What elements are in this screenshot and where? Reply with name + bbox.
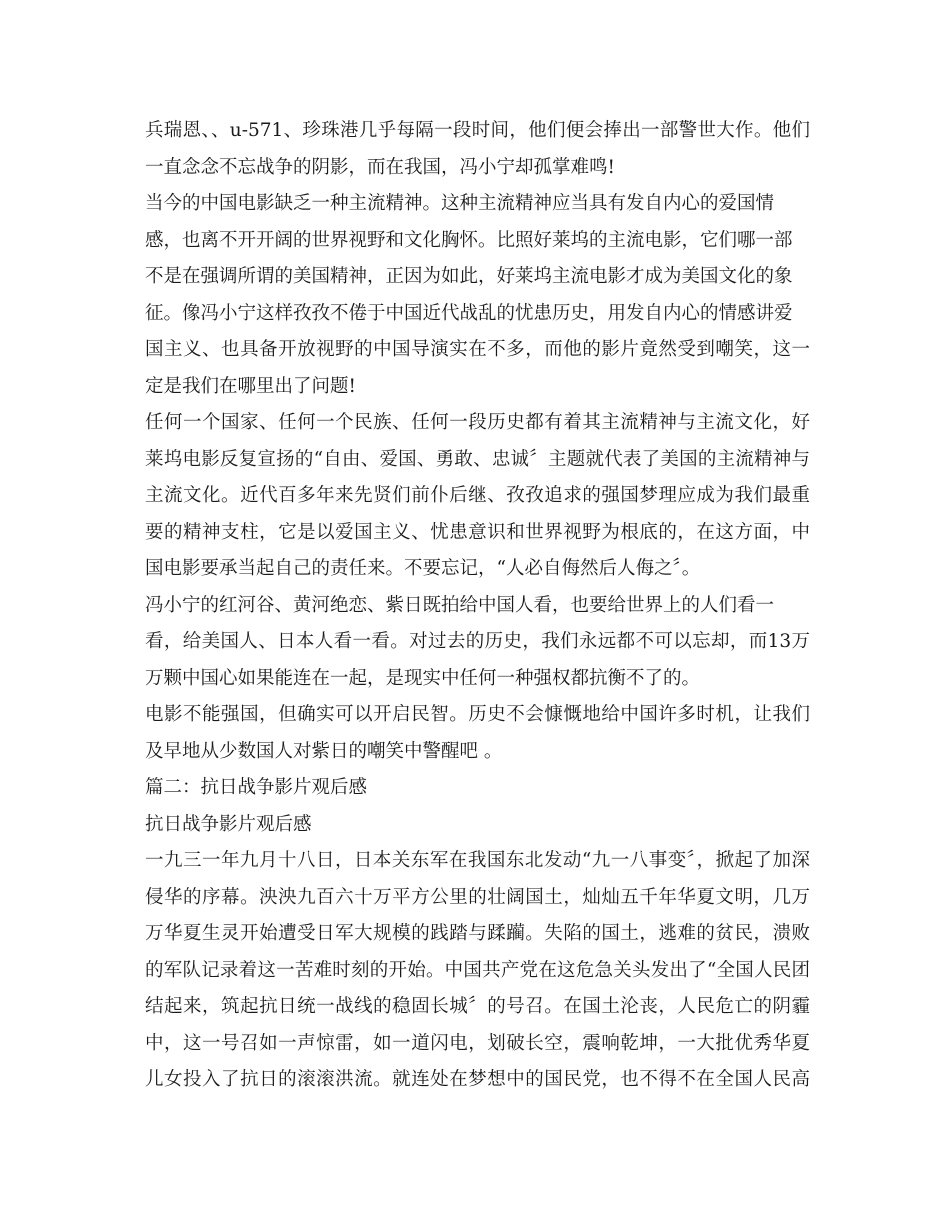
text-line: 篇二：抗日战争影片观后感 — [145, 777, 368, 798]
text-line: 万华夏生灵开始遭受日军大规模的践踏与蹂躏。失陷的国土，逃难的贫民，溃败 — [145, 923, 810, 944]
text-line: 感，也离不开开阔的世界视野和文化胸怀。比照好莱坞的主流电影，它们哪一部 — [145, 229, 793, 251]
text-line: 定是我们在哪里出了问题! — [145, 375, 356, 397]
text-line: 不是在强调所谓的美国精神，正因为如此，好莱坞主流电影才成为美国文化的象 — [145, 266, 793, 287]
document-body — [145, 113, 810, 1099]
text-line: 抗日战争影片观后感 — [145, 813, 312, 835]
text-line: 一九三一年九月十八日，日本关东军在我国东北发动“九一八事变〞，掀起了加深 — [145, 850, 810, 871]
text-line: 中，这一号召如一声惊雷，如一道闪电，划破长空，震响乾坤，一大批优秀华夏 — [145, 1032, 810, 1054]
text-line: 当今的中国电影缺乏一种主流精神。这种主流精神应当具有发自内心的爱国情 — [145, 193, 775, 214]
text-line: 莱坞电影反复宣扬的“自由、爱国、勇敢、忠诚〞主题就代表了美国的主流精神与 — [145, 448, 810, 470]
text-line: 看，给美国人、日本人看一看。对过去的历史，我们永远都不可以忘却，而13万 — [145, 631, 810, 652]
text-line: 一直念念不忘战争的阴影，而在我国，冯小宁却孤掌难鸣! — [145, 156, 615, 178]
text-line: 冯小宁的红河谷、黄河绝恋、紫日既拍给中国人看，也要给世界上的人们看一 — [145, 594, 775, 616]
text-line: 及早地从少数国人对紫日的嘲笑中警醒吧 。 — [145, 740, 503, 762]
text-line: 要的精神支柱，它是以爱国主义、忧患意识和世界视野为根底的，在这方面，中 — [145, 521, 810, 543]
text-line: 任何一个国家、任何一个民族、任何一段历史都有着其主流精神与主流文化，好 — [145, 412, 810, 433]
text-line: 主流文化。近代百多年来先贤们前仆后继、孜孜追求的强国梦理应成为我们最重 — [145, 485, 810, 506]
text-line: 儿女投入了抗日的滚滚洪流。就连处在梦想中的国民党，也不得不在全国人民高 — [145, 1069, 810, 1090]
text-line: 征。像冯小宁这样孜孜不倦于中国近代战乱的忧患历史，用发自内心的情感讲爱 — [145, 302, 793, 324]
text-line: 国主义、也具备开放视野的中国导演实在不多，而他的影片竟然受到嘲笑，这一 — [145, 339, 810, 360]
text-line: 电影不能强国，但确实可以开启民智。历史不会慷慨地给中国许多时机，让我们 — [145, 704, 810, 725]
text-line: 结起来，筑起抗日统一战线的稳固长城〞的号召。在国土沦丧，人民危亡的阴霾 — [145, 996, 810, 1017]
text-line: 侵华的序幕。泱泱九百六十万平方公里的壮阔国土，灿灿五千年华夏文明，几万 — [145, 886, 810, 908]
text-line: 万颗中国心如果能连在一起，是现实中任何一种强权都抗衡不了的。 — [145, 667, 701, 689]
text-line: 国电影要承当起自己的责任来。不要忘记，“人必自侮然后人侮之〞。 — [145, 558, 701, 579]
text-line: 的军队记录着这一苦难时刻的开始。中国共产党在这危急关头发出了“全国人民团 — [145, 959, 810, 981]
text-line: 兵瑞恩、、u-571、珍珠港几乎每隔一段时间，他们便会捧出一部警世大作。他们 — [145, 120, 810, 141]
